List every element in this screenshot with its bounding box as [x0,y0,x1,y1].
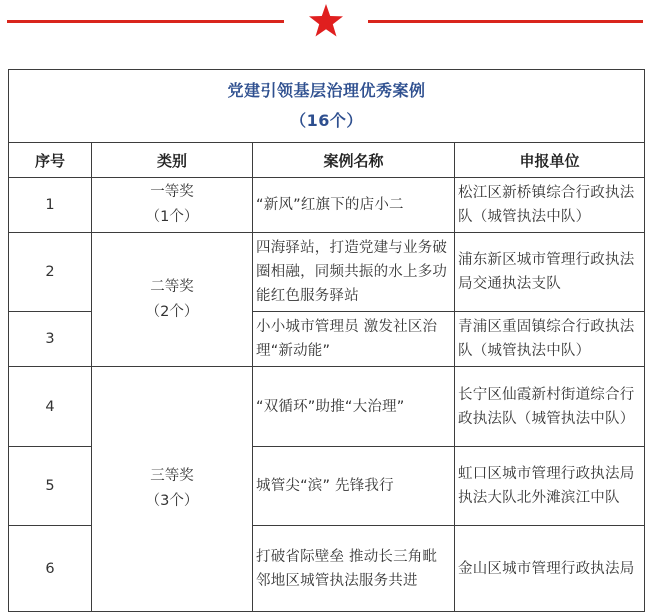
category-cell [92,233,253,367]
category-count: （1个） [145,209,199,225]
table-title-cell [9,70,645,143]
category-count: （3个） [145,493,199,509]
category-count: （2个） [145,303,199,320]
row-number: 1 [9,178,92,233]
row-number: 4 [9,367,92,447]
reporting-unit: 虹口区城市管理行政执法局执法大队北外滩滨江中队 [455,447,645,526]
row-number: 6 [9,526,92,612]
case-name: 四海驿站，打造党建与业务破圈相融，同频共振的水上多功能红色服务驿站 [253,233,455,312]
table-row [9,233,645,312]
case-name: “双循环”助推“大治理” [253,367,455,447]
category-label: 三等奖 [150,468,194,484]
category-label: 一等奖 [150,184,194,200]
row-number: 5 [9,447,92,526]
row-number: 3 [9,312,92,367]
category-cell [92,367,253,612]
category-label: 二等奖 [150,278,194,295]
column-header-category: 类别 [92,143,253,178]
table-subtitle: （16个） [290,111,363,130]
reporting-unit: 长宁区仙霞新村街道综合行政执法队（城管执法中队） [455,367,645,447]
table-title: 党建引领基层治理优秀案例 [227,81,426,100]
reporting-unit: 浦东新区城市管理行政执法局交通执法支队 [455,233,645,312]
column-header-case-name: 案例名称 [253,143,455,178]
case-name: 城管尖“滨” 先锋我行 [253,447,455,526]
row-number: 2 [9,233,92,312]
reporting-unit: 青浦区重固镇综合行政执法队（城管执法中队） [455,312,645,367]
table-header-row [9,143,645,178]
column-header-unit: 申报单位 [455,143,645,178]
award-cases-table [8,69,645,612]
reporting-unit: 金山区城市管理行政执法局 [455,526,645,612]
case-name: 打破省际壁垒 推动长三角毗邻地区城管执法服务共进 [253,526,455,612]
header-divider-right [368,20,643,23]
column-header-no: 序号 [9,143,92,178]
table-row [9,178,645,233]
table-title-row [9,70,645,143]
category-cell [92,178,253,233]
header-divider-left [7,20,284,23]
reporting-unit: 松江区新桥镇综合行政执法队（城管执法中队） [455,178,645,233]
case-name: “新风”红旗下的店小二 [253,178,455,233]
case-name: 小小城市管理员 激发社区治理“新动能” [253,312,455,367]
table-row [9,367,645,447]
red-star-icon [308,3,344,39]
